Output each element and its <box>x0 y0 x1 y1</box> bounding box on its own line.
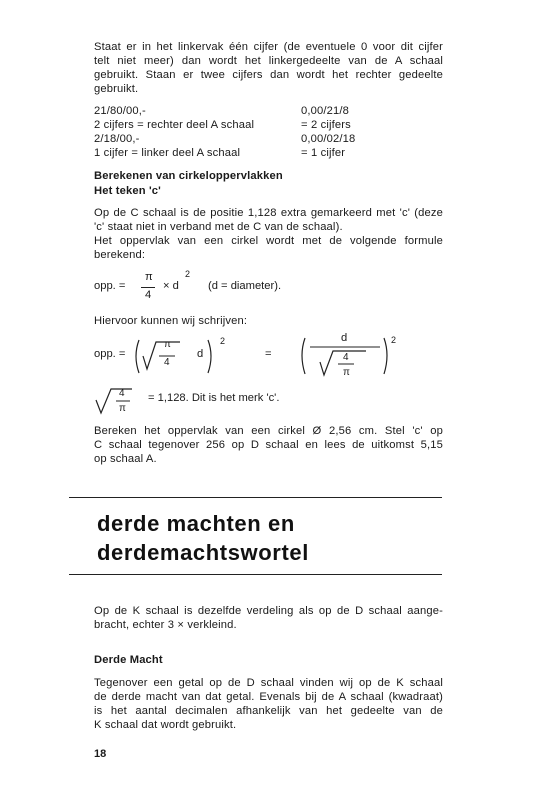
text-line: de derde macht van dat getal. Evenals bij de A schaal (kwadraat) <box>94 691 443 703</box>
text-line: Staat er in het linkervak één cijfer (de eventuele 0 voor dit cijfer <box>94 41 443 53</box>
formula-area <box>94 384 354 418</box>
text-line: bracht, echter 3 × verkleind. <box>94 619 237 631</box>
times-d: × d <box>163 280 179 292</box>
fraction-denominator: 4 <box>145 289 152 301</box>
intro-paragraph <box>94 40 443 96</box>
section-divider-top <box>69 497 442 498</box>
derde-macht-paragraph <box>94 676 443 732</box>
exponent: 2 <box>391 335 397 345</box>
sqrt-numerator: 4 <box>119 388 125 399</box>
formula-note: (d = diameter). <box>208 280 282 292</box>
example-right: = 1 cijfer <box>301 147 346 159</box>
example-paragraph <box>94 424 443 466</box>
text-line: gebruikt. Staan er twee cijfers dan wordt het rechter gedeelte <box>94 69 443 81</box>
fraction-denominator: 4 <box>164 357 170 368</box>
equals-sign: = <box>265 348 272 360</box>
variable-d: d <box>197 348 204 360</box>
table-row <box>94 132 443 146</box>
subheading-teken-c: Het teken 'c' <box>94 185 161 197</box>
text-line: C schaal tegenover 256 op D schaal en lees de uitkomst 5,15 <box>94 439 443 451</box>
variable-d: d <box>341 332 348 344</box>
table-row <box>94 104 443 118</box>
examples-table <box>94 104 443 160</box>
pi-symbol: π <box>119 403 126 414</box>
example-right: 0,00/02/18 <box>301 133 356 145</box>
text-line: is het aantal decimalen afhankelijk van het gedeelte van de <box>94 705 443 717</box>
fraction-bar <box>141 287 155 288</box>
pi-symbol: π <box>145 271 153 283</box>
k-paragraph <box>94 604 443 632</box>
text-line: telt niet meer) dan wordt het linkergedeelte van de A schaal <box>94 55 443 67</box>
formula-area <box>94 268 354 302</box>
text-line: berekend: <box>94 249 146 261</box>
page-number: 18 <box>94 748 107 760</box>
heading-line: derdemachtswortel <box>97 540 309 565</box>
text-line: op schaal A. <box>94 453 157 465</box>
text-line: K schaal dat wordt gebruikt. <box>94 719 237 731</box>
pi-symbol: π <box>164 339 171 350</box>
example-left: 21/80/00,- <box>94 105 146 117</box>
table-row <box>94 118 443 132</box>
example-left: 2 cijfers = rechter deel A schaal <box>94 119 255 131</box>
pi-symbol: π <box>343 367 350 378</box>
text-line: Tegenover een getal op de D schaal vinden wij op de K schaal <box>94 677 443 689</box>
subheading-derde-macht: Derde Macht <box>94 654 163 666</box>
sqrt-numerator: 4 <box>343 352 349 363</box>
c-paragraph <box>94 206 443 262</box>
formula-result: = 1,128. Dit is het merk 'c'. <box>148 392 280 404</box>
formula-lhs: opp. = <box>94 348 126 360</box>
text-line: Bereken het oppervlak van een cirkel Ø 2,56 cm. Stel 'c' op <box>94 425 443 437</box>
formula-lhs: opp. = <box>94 280 126 292</box>
exponent: 2 <box>220 336 226 346</box>
sqrt-pi-over-4-symbol <box>132 336 224 378</box>
example-left: 2/18/00,- <box>94 133 140 145</box>
example-right: 0,00/21/8 <box>301 105 350 117</box>
heading-line: derde machten en <box>97 511 295 536</box>
section-divider-bottom <box>69 574 442 575</box>
table-row <box>94 146 443 160</box>
section-heading <box>97 509 442 567</box>
exponent: 2 <box>185 269 191 279</box>
text-line: 'c' staat niet in verband met de C van de schaal). <box>94 221 343 233</box>
subheading-cirkeloppervlakken: Berekenen van cirkeloppervlakken <box>94 170 283 182</box>
sqrt-4-over-pi-symbol <box>94 386 134 416</box>
hiervoor-text: Hiervoor kunnen wij schrijven: <box>94 315 248 327</box>
example-left: 1 cijfer = linker deel A schaal <box>94 147 241 159</box>
text-line: Het oppervlak van een cirkel wordt met de volgende formule <box>94 235 443 247</box>
example-right: = 2 cijfers <box>301 119 351 131</box>
formula-area <box>94 330 414 380</box>
text-line: gebruikt. <box>94 83 139 95</box>
text-line: Op de K schaal is dezelfde verdeling als op de D schaal aange- <box>94 605 443 617</box>
text-line: Op de C schaal is de positie 1,128 extra gemarkeerd met 'c' (deze <box>94 207 443 219</box>
